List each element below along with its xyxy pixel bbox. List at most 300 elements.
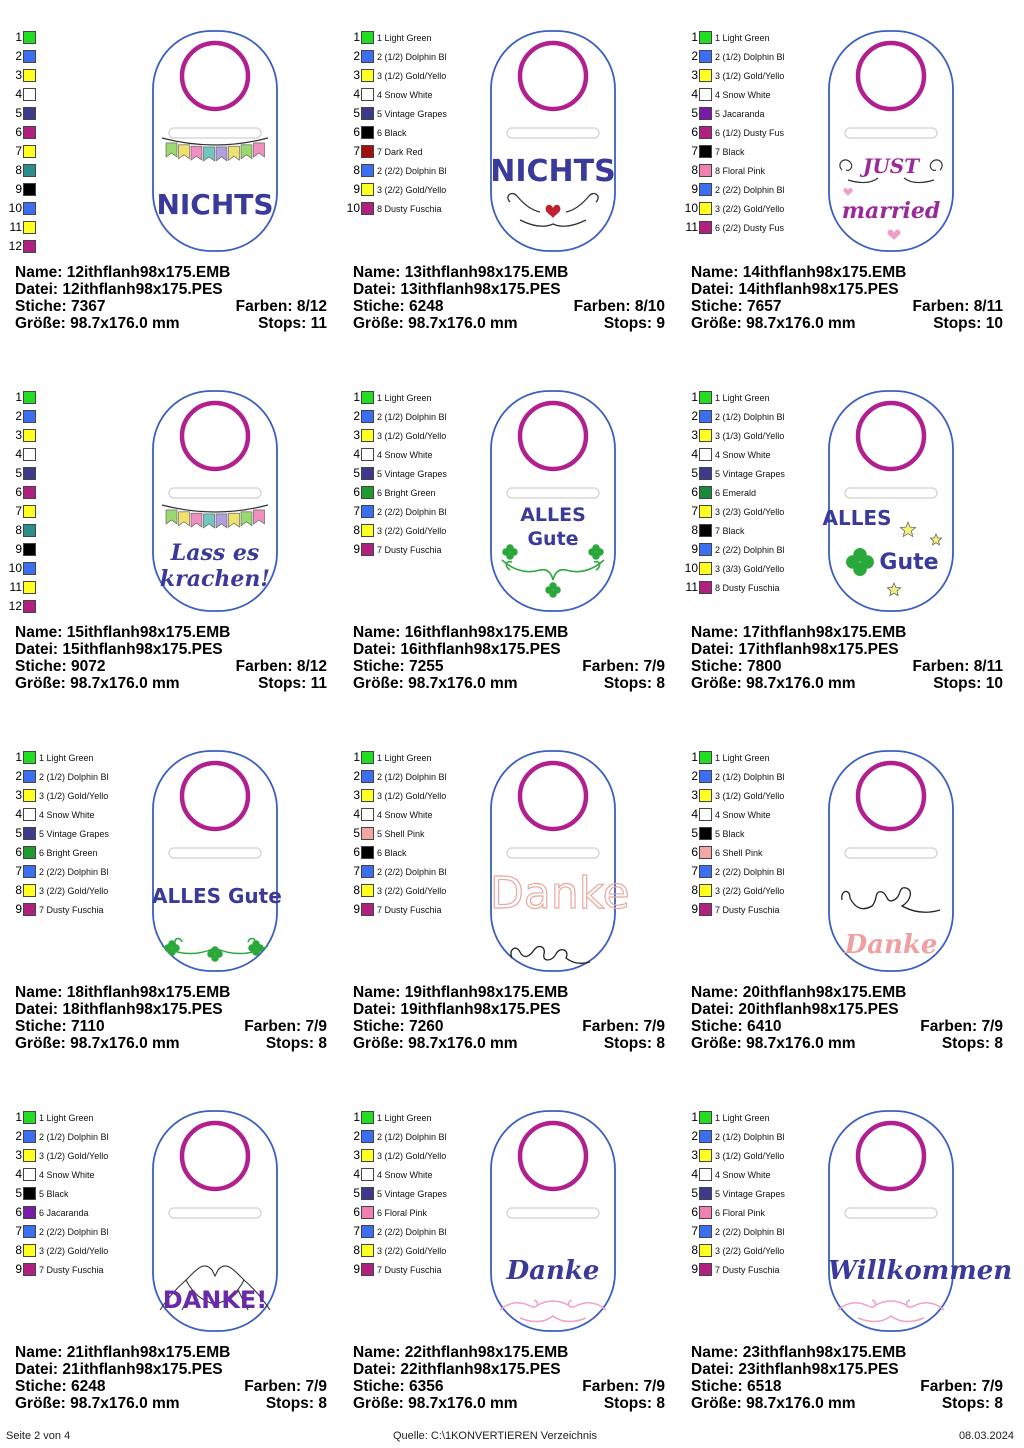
colors-value: 7/9 xyxy=(643,1018,665,1035)
file-label: Datei: xyxy=(353,1001,397,1018)
swatch-thread-name: 5 Vintage Grapes xyxy=(377,468,447,479)
design-size-line xyxy=(691,1035,1003,1052)
file-value: 18ithflanh98x175.PES xyxy=(62,1001,223,1018)
swatch-number: 6 xyxy=(15,485,22,499)
color-swatch-row xyxy=(682,1184,832,1203)
slot-opening xyxy=(507,848,599,858)
tag-text: Danke xyxy=(490,868,630,919)
file-field xyxy=(353,281,561,298)
size-label: Größe: xyxy=(691,1035,742,1052)
stitch-count-line xyxy=(15,1018,327,1035)
color-swatch-row xyxy=(6,597,156,616)
color-swatch-row xyxy=(682,1108,832,1127)
swatch-color-box xyxy=(699,183,712,196)
name-value: 19ithflanh98x175.EMB xyxy=(404,984,569,1001)
color-swatch-row xyxy=(344,483,494,502)
stitches-field xyxy=(15,1378,105,1395)
swatch-color-box xyxy=(361,751,374,764)
swatch-color-box xyxy=(23,827,36,840)
swatch-number: 5 xyxy=(353,466,360,480)
color-swatch-row xyxy=(6,85,156,104)
swatch-number: 1 xyxy=(15,390,22,404)
swatch-thread-name: 5 Black xyxy=(39,1188,69,1199)
color-swatch-row xyxy=(344,123,494,142)
swatch-number: 7 xyxy=(691,1224,698,1238)
design-file-line xyxy=(15,1361,327,1378)
swatch-number: 7 xyxy=(15,144,22,158)
swatch-thread-name: 2 (2/2) Dolphin Bl xyxy=(715,184,785,195)
design-info xyxy=(15,264,327,332)
design-file-line xyxy=(15,1001,327,1018)
color-swatch-row xyxy=(6,28,156,47)
name-value: 12ithflanh98x175.EMB xyxy=(66,264,231,281)
swatch-thread-name: 7 Dusty Fuschia xyxy=(39,904,104,915)
size-value: 98.7x176.0 mm xyxy=(746,675,856,692)
stitch-count-line xyxy=(353,658,665,675)
name-label: Name: xyxy=(15,1344,63,1361)
swatch-thread-name: 5 Shell Pink xyxy=(377,828,425,839)
color-swatch-row xyxy=(6,218,156,237)
color-swatch-row xyxy=(344,85,494,104)
color-swatch-row xyxy=(682,85,832,104)
swatch-color-box xyxy=(699,865,712,878)
bottle-tag-preview xyxy=(490,1110,616,1332)
tag-svg xyxy=(490,1110,616,1332)
colors-value: 8/12 xyxy=(296,658,327,675)
swatch-number: 2 xyxy=(691,409,698,423)
stitches-value: 6356 xyxy=(409,1378,444,1395)
colors-value: 8/12 xyxy=(296,298,327,315)
tag-text: ALLES Gute xyxy=(152,884,282,908)
color-swatch-row xyxy=(6,1184,156,1203)
stitches-label: Stiche: xyxy=(353,298,405,315)
swatch-thread-name: 4 Snow White xyxy=(377,809,433,820)
name-value: 17ithflanh98x175.EMB xyxy=(742,624,907,641)
size-label: Größe: xyxy=(15,315,66,332)
swatch-thread-name: 3 (1/2) Gold/Yello xyxy=(377,790,447,801)
stops-label: Stops: xyxy=(603,1035,653,1052)
swatch-color-box xyxy=(361,69,374,82)
swatch-color-box xyxy=(23,486,36,499)
swatch-thread-name: 7 Dark Red xyxy=(377,146,423,157)
file-field xyxy=(691,1361,899,1378)
swatch-number: 6 xyxy=(353,1205,360,1219)
bottle-tag-preview xyxy=(828,30,954,252)
swatch-number: 8 xyxy=(691,523,698,537)
color-swatch-row xyxy=(6,388,156,407)
swatch-number: 6 xyxy=(353,485,360,499)
stitches-field xyxy=(691,658,781,675)
stops-field xyxy=(258,315,327,332)
swatch-color-box xyxy=(699,486,712,499)
swatch-number: 8 xyxy=(15,883,22,897)
tag-outline xyxy=(491,1111,615,1331)
color-swatch-row xyxy=(344,540,494,559)
color-swatch-row xyxy=(344,104,494,123)
swatch-thread-name: 3 (1/2) Gold/Yello xyxy=(39,1150,109,1161)
name-field xyxy=(15,264,230,281)
swatch-number: 1 xyxy=(691,30,698,44)
size-label: Größe: xyxy=(353,1395,404,1412)
swatch-color-box xyxy=(23,107,36,120)
color-swatch-row xyxy=(6,426,156,445)
colors-label: Farben: xyxy=(582,658,640,675)
file-field xyxy=(691,1001,899,1018)
colors-label: Farben: xyxy=(920,1378,978,1395)
name-label: Name: xyxy=(15,264,63,281)
file-value: 14ithflanh98x175.PES xyxy=(738,281,899,298)
color-swatch-row xyxy=(6,161,156,180)
color-swatch-row xyxy=(682,426,832,445)
swatch-color-box xyxy=(23,88,36,101)
colors-label: Farben: xyxy=(235,658,293,675)
swatch-thread-name: 4 Snow White xyxy=(377,449,433,460)
color-swatch-row xyxy=(682,900,832,919)
stitch-count-line xyxy=(691,298,1003,315)
swatch-color-box xyxy=(361,50,374,63)
swatch-thread-name: 2 (1/2) Dolphin Bl xyxy=(377,1131,447,1142)
name-label: Name: xyxy=(353,264,401,281)
color-swatch-row xyxy=(682,767,832,786)
stops-field xyxy=(266,1035,327,1052)
swatch-color-box xyxy=(361,505,374,518)
swatch-thread-name: 5 Black xyxy=(715,828,745,839)
color-swatch-row xyxy=(682,862,832,881)
color-swatch-row xyxy=(6,66,156,85)
stops-value: 11 xyxy=(310,675,327,692)
swatch-thread-name: 4 Snow White xyxy=(377,1169,433,1180)
design-size-line xyxy=(691,1395,1003,1412)
swatch-thread-name: 3 (2/2) Gold/Yello xyxy=(377,525,447,536)
file-value: 17ithflanh98x175.PES xyxy=(738,641,899,658)
design-size-line xyxy=(691,315,1003,332)
color-swatch-row xyxy=(6,521,156,540)
stitch-count-line xyxy=(15,298,327,315)
stitch-count-line xyxy=(691,1378,1003,1395)
file-label: Datei: xyxy=(353,281,397,298)
colors-label: Farben: xyxy=(573,298,631,315)
size-label: Größe: xyxy=(691,1395,742,1412)
swatch-color-box xyxy=(23,1244,36,1257)
swatch-thread-name: 3 (2/2) Gold/Yello xyxy=(715,203,785,214)
stops-label: Stops: xyxy=(265,1395,315,1412)
stitches-label: Stiche: xyxy=(353,1378,405,1395)
swatch-color-box xyxy=(699,429,712,442)
swatch-color-box xyxy=(23,50,36,63)
swatch-thread-name: 2 (1/2) Dolphin Bl xyxy=(715,411,785,422)
swatch-thread-name: 2 (1/2) Dolphin Bl xyxy=(377,51,447,62)
color-swatch-row xyxy=(682,483,832,502)
stitch-count-line xyxy=(15,658,327,675)
swatch-color-box xyxy=(23,31,36,44)
colors-field xyxy=(920,1018,1003,1035)
swatch-color-box xyxy=(699,50,712,63)
size-field xyxy=(353,675,518,692)
colors-label: Farben: xyxy=(912,658,970,675)
design-info xyxy=(353,624,665,692)
swatch-thread-name: 7 Dusty Fuschia xyxy=(377,904,442,915)
swatch-number: 6 xyxy=(353,845,360,859)
name-label: Name: xyxy=(353,984,401,1001)
tag-text: Gute xyxy=(527,528,579,550)
swatch-color-box xyxy=(361,145,374,158)
swatch-number: 6 xyxy=(691,125,698,139)
color-swatch-row xyxy=(682,180,832,199)
size-value: 98.7x176.0 mm xyxy=(746,1395,856,1412)
file-field xyxy=(353,1001,561,1018)
swatch-number: 1 xyxy=(15,750,22,764)
swatch-color-box xyxy=(361,1168,374,1181)
swatch-number: 2 xyxy=(15,769,22,783)
swatch-number: 4 xyxy=(353,807,360,821)
swatch-color-box xyxy=(23,145,36,158)
colors-field xyxy=(236,298,327,315)
design-card xyxy=(676,382,1014,742)
name-label: Name: xyxy=(691,1344,739,1361)
swatch-number: 9 xyxy=(353,1262,360,1276)
color-swatch-row xyxy=(6,464,156,483)
swatch-thread-name: 3 (2/3) Gold/Yello xyxy=(715,506,785,517)
swatch-thread-name: 6 Floral Pink xyxy=(377,1207,428,1218)
swatch-color-box xyxy=(23,1149,36,1162)
file-value: 19ithflanh98x175.PES xyxy=(400,1001,561,1018)
stitches-label: Stiche: xyxy=(353,658,405,675)
file-field xyxy=(353,641,561,658)
swatch-thread-name: 8 Floral Pink xyxy=(715,165,766,176)
size-label: Größe: xyxy=(15,1395,66,1412)
design-file-line xyxy=(691,1001,1003,1018)
design-name-line xyxy=(353,1344,665,1361)
stops-value: 8 xyxy=(994,1395,1003,1412)
colors-value: 8/11 xyxy=(973,658,1003,675)
color-swatch-row xyxy=(344,900,494,919)
design-size-line xyxy=(353,315,665,332)
design-info xyxy=(353,264,665,332)
colors-field xyxy=(913,298,1003,315)
swatch-color-box xyxy=(699,789,712,802)
design-card xyxy=(0,1102,338,1448)
swatch-thread-name: 3 (1/2) Gold/Yello xyxy=(377,70,447,81)
swatch-number: 2 xyxy=(15,1129,22,1143)
swatch-color-box xyxy=(699,562,712,575)
swatch-number: 1 xyxy=(691,390,698,404)
color-swatch-row xyxy=(344,1108,494,1127)
swatch-number: 2 xyxy=(353,1129,360,1143)
color-swatch-row xyxy=(344,1241,494,1260)
name-field xyxy=(353,1344,568,1361)
swatch-color-box xyxy=(23,600,36,613)
swatch-number: 4 xyxy=(691,87,698,101)
swatch-number: 4 xyxy=(353,447,360,461)
swatch-color-box xyxy=(699,107,712,120)
swatch-thread-name: 7 Dusty Fuschia xyxy=(377,544,442,555)
colors-field xyxy=(920,1378,1003,1395)
swatch-thread-name: 2 (2/2) Dolphin Bl xyxy=(39,866,109,877)
color-swatch-row xyxy=(682,1222,832,1241)
swatch-number: 4 xyxy=(691,447,698,461)
swatch-color-box xyxy=(699,1130,712,1143)
swatch-number: 5 xyxy=(691,106,698,120)
design-size-line xyxy=(691,675,1003,692)
bottle-tag-preview xyxy=(822,390,954,612)
swatch-number: 5 xyxy=(15,106,22,120)
swatch-color-box xyxy=(361,1244,374,1257)
swatch-number: 8 xyxy=(15,523,22,537)
design-size-line xyxy=(15,1035,327,1052)
swatch-number: 10 xyxy=(346,201,360,215)
swatch-color-box xyxy=(361,391,374,404)
tag-outline xyxy=(152,751,282,971)
color-swatch-row xyxy=(682,161,832,180)
name-field xyxy=(353,984,568,1001)
swatch-color-box xyxy=(699,467,712,480)
stops-value: 8 xyxy=(656,1035,665,1052)
swatch-number: 6 xyxy=(691,845,698,859)
name-label: Name: xyxy=(691,264,739,281)
swatch-color-box xyxy=(699,543,712,556)
design-info xyxy=(15,1344,327,1412)
stops-field xyxy=(604,1395,665,1412)
stops-label: Stops: xyxy=(941,1035,991,1052)
stops-value: 8 xyxy=(656,1395,665,1412)
stops-label: Stops: xyxy=(933,315,982,332)
design-info xyxy=(691,624,1003,692)
color-swatch-row xyxy=(682,1127,832,1146)
swatch-thread-name: 3 (3/3) Gold/Yello xyxy=(715,563,785,574)
design-name-line xyxy=(15,1344,327,1361)
name-field xyxy=(691,264,906,281)
swatch-color-box xyxy=(699,448,712,461)
colors-value: 7/9 xyxy=(981,1378,1003,1395)
tag-text: Gute xyxy=(879,550,939,575)
swatch-thread-name: 6 (2/2) Dusty Fus xyxy=(715,222,785,233)
color-swatch-row xyxy=(344,199,494,218)
color-swatch-row xyxy=(6,104,156,123)
swatch-color-box xyxy=(699,145,712,158)
swatch-number: 4 xyxy=(353,87,360,101)
color-swatch-row xyxy=(682,199,832,218)
swatch-number: 8 xyxy=(691,1243,698,1257)
colors-field xyxy=(582,1378,665,1395)
design-size-line xyxy=(15,315,327,332)
swatch-color-box xyxy=(23,1206,36,1219)
swatch-color-box xyxy=(699,770,712,783)
color-swatch-row xyxy=(6,1127,156,1146)
color-swatch-row xyxy=(682,559,832,578)
stops-value: 10 xyxy=(985,675,1003,692)
size-label: Größe: xyxy=(353,315,404,332)
stops-label: Stops: xyxy=(258,315,307,332)
color-swatch-row xyxy=(682,445,832,464)
colors-value: 8/10 xyxy=(634,298,665,315)
swatch-number: 1 xyxy=(691,750,698,764)
name-field xyxy=(353,624,568,641)
swatch-color-box xyxy=(361,808,374,821)
swatch-color-box xyxy=(699,1263,712,1276)
swatch-color-box xyxy=(361,524,374,537)
colors-field xyxy=(913,658,1003,675)
swatch-color-box xyxy=(23,1187,36,1200)
swatch-thread-name: 3 (1/2) Gold/Yello xyxy=(39,790,109,801)
swatch-number: 11 xyxy=(9,220,22,234)
swatch-number: 7 xyxy=(691,504,698,518)
swatch-thread-name: 4 Snow White xyxy=(377,89,433,100)
name-field xyxy=(691,984,906,1001)
swatch-color-box xyxy=(23,1263,36,1276)
stops-label: Stops: xyxy=(603,315,653,332)
swatch-number: 9 xyxy=(15,542,22,556)
design-card xyxy=(0,22,338,382)
swatch-thread-name: 2 (2/2) Dolphin Bl xyxy=(39,1226,109,1237)
swatch-color-box xyxy=(23,884,36,897)
swatch-number: 4 xyxy=(15,1167,22,1181)
stops-label: Stops: xyxy=(941,1395,991,1412)
swatch-color-box xyxy=(23,865,36,878)
swatch-color-box xyxy=(699,846,712,859)
color-swatch-row xyxy=(6,1241,156,1260)
swatch-number: 8 xyxy=(353,163,360,177)
swatch-number: 9 xyxy=(691,542,698,556)
color-swatch-row xyxy=(344,843,494,862)
swatch-number: 2 xyxy=(691,49,698,63)
swatch-thread-name: 4 Snow White xyxy=(715,449,771,460)
color-swatch-row xyxy=(682,388,832,407)
swatch-number: 5 xyxy=(15,826,22,840)
swatch-color-box xyxy=(23,391,36,404)
color-swatch-row xyxy=(6,559,156,578)
color-swatch-row xyxy=(6,805,156,824)
name-field xyxy=(15,624,230,641)
swatch-thread-name: 8 Dusty Fuschia xyxy=(377,203,442,214)
color-swatch-row xyxy=(6,445,156,464)
colors-field xyxy=(582,658,665,675)
swatch-thread-name: 3 (2/2) Gold/Yello xyxy=(377,1245,447,1256)
swatch-color-box xyxy=(361,410,374,423)
swatch-thread-name: 2 (2/2) Dolphin Bl xyxy=(715,544,785,555)
slot-opening xyxy=(507,1208,599,1218)
stops-field xyxy=(942,1035,1003,1052)
swatch-number: 1 xyxy=(353,750,360,764)
color-swatch-list xyxy=(344,388,494,559)
color-swatch-row xyxy=(6,843,156,862)
color-swatch-row xyxy=(682,843,832,862)
swatch-color-box xyxy=(699,1149,712,1162)
swatch-number: 4 xyxy=(15,87,22,101)
color-swatch-row xyxy=(344,426,494,445)
swatch-number: 3 xyxy=(691,788,698,802)
swatch-color-box xyxy=(699,505,712,518)
swatch-number: 3 xyxy=(15,788,22,802)
stops-label: Stops: xyxy=(933,675,982,692)
color-swatch-row xyxy=(6,47,156,66)
stitches-value: 7110 xyxy=(71,1018,105,1035)
size-field xyxy=(15,1395,180,1412)
swatch-thread-name: 4 Snow White xyxy=(39,1169,95,1180)
swatch-number: 11 xyxy=(9,580,22,594)
color-swatch-row xyxy=(6,199,156,218)
slot-opening xyxy=(845,848,937,858)
color-swatch-row xyxy=(344,1260,494,1279)
swatch-color-box xyxy=(361,1187,374,1200)
color-swatch-row xyxy=(682,1146,832,1165)
swatch-color-box xyxy=(699,1187,712,1200)
file-value: 23ithflanh98x175.PES xyxy=(738,1361,899,1378)
colors-label: Farben: xyxy=(912,298,970,315)
color-swatch-list xyxy=(682,748,832,919)
stitches-field xyxy=(15,658,105,675)
swatch-color-box xyxy=(23,164,36,177)
color-swatch-row xyxy=(682,881,832,900)
